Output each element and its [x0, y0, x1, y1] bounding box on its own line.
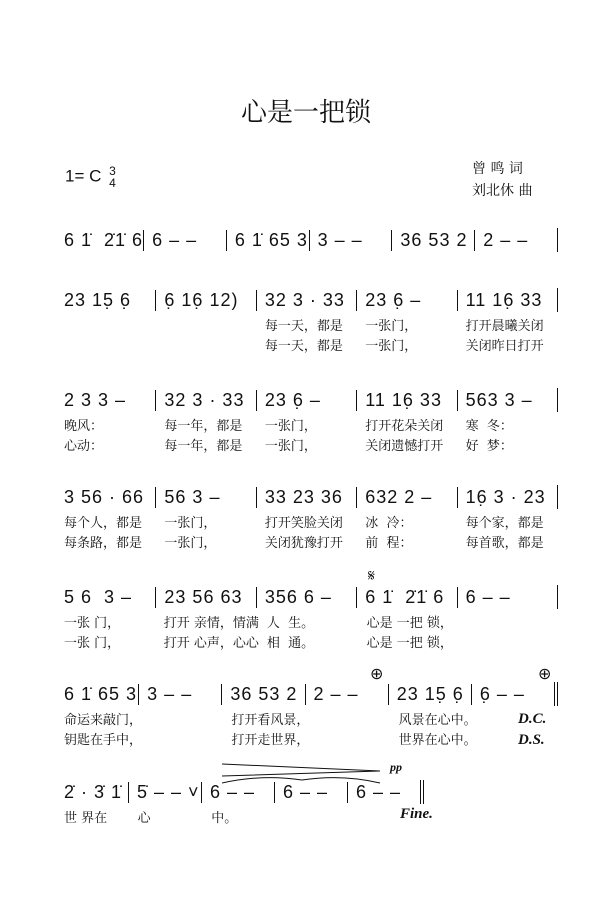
lyric-segment: 一张门， — [365, 339, 418, 354]
measure: 36 53 2 — [391, 230, 474, 251]
lyrics-verse-1 — [64, 512, 558, 532]
notes-line — [64, 388, 558, 412]
measure: 6̣ 16̣ 12) — [155, 290, 255, 311]
lyric-segment: 打开花朵关闭 — [365, 419, 444, 434]
measure: 3 – – — [138, 684, 221, 705]
key-label: 1= C — [65, 166, 102, 186]
measure: 6 1̇ 2̇1̇ 6 — [64, 229, 144, 250]
notes-line — [64, 585, 558, 609]
lyric-segment: 人 生。 — [266, 616, 315, 631]
measure: 23 15̣ 6̣ — [64, 289, 132, 310]
lyric-segment: 每一年，都是 — [164, 439, 243, 454]
score-line — [64, 585, 558, 652]
lyric-segment: 晚风： — [64, 419, 104, 434]
lyric-segment: 前 程： — [365, 536, 413, 551]
lyrics-verse-1 — [64, 315, 558, 335]
measure: 2 – – — [305, 684, 388, 705]
measure: 6 1̇ 65 3 — [226, 230, 309, 251]
lyric-segment: 每一天，都是 — [264, 339, 343, 354]
score-line — [64, 682, 558, 749]
lyric-segment: 每个家，都是 — [465, 516, 544, 531]
lyric-segment — [64, 335, 156, 355]
lyric-segment: 中。 — [211, 811, 238, 826]
measure: 6 – – — [274, 782, 347, 803]
lyric-segment: 打开笑脸关闭 — [264, 516, 343, 531]
pianissimo-mark: pp — [390, 760, 402, 774]
lyric-segment: 心动： — [64, 439, 104, 454]
lyric-segment: 一张门， — [264, 419, 317, 434]
lyric-segment: 一张门， — [365, 319, 418, 334]
time-bottom: 4 — [109, 176, 116, 190]
measure: 5 6 3 – — [64, 586, 133, 607]
lyric-segment: 关闭犹豫打开 — [264, 536, 343, 551]
time-signature — [109, 165, 116, 189]
notes-line — [64, 228, 558, 252]
measure: 6̣ – – — [471, 684, 554, 705]
measure: 11 16̣ 33 — [457, 290, 557, 311]
measure: 6 1̇ 2̇1̇ 6 — [356, 587, 456, 608]
lyric-segment: 好 梦： — [465, 439, 513, 454]
measure: 356 6 – — [256, 587, 356, 608]
lyric-segment: 关闭昨日打开 — [465, 339, 544, 354]
measure: 3 – – — [309, 230, 392, 251]
coda-icon: ⊕ — [370, 666, 384, 683]
measure: 36 53 2 — [221, 684, 304, 705]
lyric-segment: 每条路，都是 — [64, 536, 143, 551]
measure: 23 6̣ – — [356, 290, 456, 311]
measure: 6 – – — [201, 782, 274, 803]
measure: 32 3 · 33 — [256, 290, 356, 311]
measure: 2̇ · 3̇ 1̇ — [64, 781, 123, 802]
notes-line — [64, 485, 558, 509]
lyric-segment: 命运来敲门， — [64, 713, 143, 728]
lyric-segment: 钥匙在手中， — [64, 733, 143, 748]
lyric-segment: 世 界在 — [64, 811, 108, 826]
lyric-segment: 寒 冬： — [465, 419, 513, 434]
lyric-segment: 每首歌，都是 — [465, 536, 544, 551]
lyric-segment: 心是 一把 锁， — [366, 616, 453, 631]
score-line — [64, 780, 424, 827]
decrescendo-hairpin — [222, 762, 382, 784]
measure: 6 – – — [457, 587, 557, 608]
score-line — [64, 485, 558, 552]
ds-mark: D.S. — [518, 732, 545, 748]
lyric-segment: 一张 门， — [64, 616, 121, 631]
lyrics-verse-2 — [64, 435, 558, 455]
measure: 33 23 36 — [256, 487, 356, 508]
lyric-segment: 冰 冷： — [365, 516, 413, 531]
composer: 刘北休 曲 — [472, 183, 533, 199]
lyric-segment: 打开 亲情，情满 — [163, 616, 259, 631]
segno-icon: 𝄋 — [368, 566, 375, 585]
lyric-segment — [458, 632, 558, 652]
measure: 23 15̣ 6̣ — [388, 684, 471, 705]
lyric-segment — [277, 807, 351, 827]
measure: 56 3 – — [155, 487, 255, 508]
lyric-segment: 关闭遗憾打开 — [365, 439, 444, 454]
song-title: 心是一把锁 — [240, 98, 371, 128]
lyrics-verse-2 — [64, 632, 558, 652]
lyric-segment — [458, 612, 558, 632]
lyric-segment — [156, 335, 256, 355]
measure: 23 6̣ – — [256, 390, 356, 411]
lyric-segment: 一张门， — [264, 439, 317, 454]
measure: 2 3 3 – — [64, 389, 127, 410]
lyric-segment: 一张 门， — [64, 636, 121, 651]
key-signature — [65, 165, 116, 189]
notes-line — [64, 682, 558, 706]
lyric-segment: 打开 心声，心心 — [163, 636, 259, 651]
lyric-segment — [309, 709, 390, 729]
measure: 23 56 63 — [155, 587, 255, 608]
lyrics-verse-1 — [64, 709, 558, 729]
lyric-segment — [142, 729, 223, 749]
lyrics-verse-2 — [64, 729, 558, 749]
lyricist: 曾 鸣 词 — [472, 161, 523, 177]
measure: 32 3 · 33 — [155, 390, 255, 411]
measure: 563 3 – — [457, 390, 557, 411]
lyric-segment: 打开走世界， — [231, 733, 310, 748]
lyrics-verse-1 — [64, 612, 558, 632]
fine-mark: Fine. — [400, 806, 433, 822]
lyrics-verse-2 — [64, 335, 558, 355]
dc-mark: D.C. — [518, 711, 547, 727]
lyric-segment: 相 通。 — [266, 636, 315, 651]
score-line — [64, 388, 558, 455]
measure: 16̣ 3 · 23 — [457, 487, 557, 508]
lyric-segment: 每一年，都是 — [164, 419, 243, 434]
score-line — [64, 228, 558, 252]
lyric-segment: 心 — [137, 811, 151, 826]
lyrics-verse-1 — [64, 415, 558, 435]
lyric-segment: 打开看风景， — [231, 713, 310, 728]
lyric-segment: 一张门， — [164, 516, 217, 531]
measure: 6 1̇ 65 3 — [64, 683, 138, 704]
measure: 11 16̣ 33 — [356, 390, 456, 411]
lyric-segment — [309, 729, 390, 749]
time-top: 3 — [109, 164, 116, 178]
measure: 632 2 – — [356, 487, 456, 508]
measure: 3 56 · 66 — [64, 486, 145, 507]
lyrics-verse-1 — [64, 807, 424, 827]
measure: 2 – – — [474, 230, 557, 251]
lyric-segment — [142, 709, 223, 729]
lyric-segment: 每一天，都是 — [264, 319, 343, 334]
lyric-segment: 心是 一把 锁， — [366, 636, 453, 651]
measure: 6 – – — [143, 230, 226, 251]
score-line — [64, 288, 558, 355]
lyric-segment: 打开晨曦关闭 — [465, 319, 544, 334]
lyric-segment: 风景在心中。 — [398, 713, 477, 728]
lyric-segment: 世界在心中。 — [398, 733, 477, 748]
measure: 5̇ – – ˅ — [128, 782, 201, 803]
measure: 6 – – — [347, 782, 420, 803]
lyric-segment — [64, 315, 156, 335]
lyric-segment — [156, 315, 256, 335]
notes-line — [64, 288, 558, 312]
coda-icon-end: ⊕ — [538, 666, 552, 683]
lyrics-verse-2 — [64, 532, 558, 552]
lyric-segment: 一张门， — [164, 536, 217, 551]
lyric-segment: 每个人，都是 — [64, 516, 143, 531]
